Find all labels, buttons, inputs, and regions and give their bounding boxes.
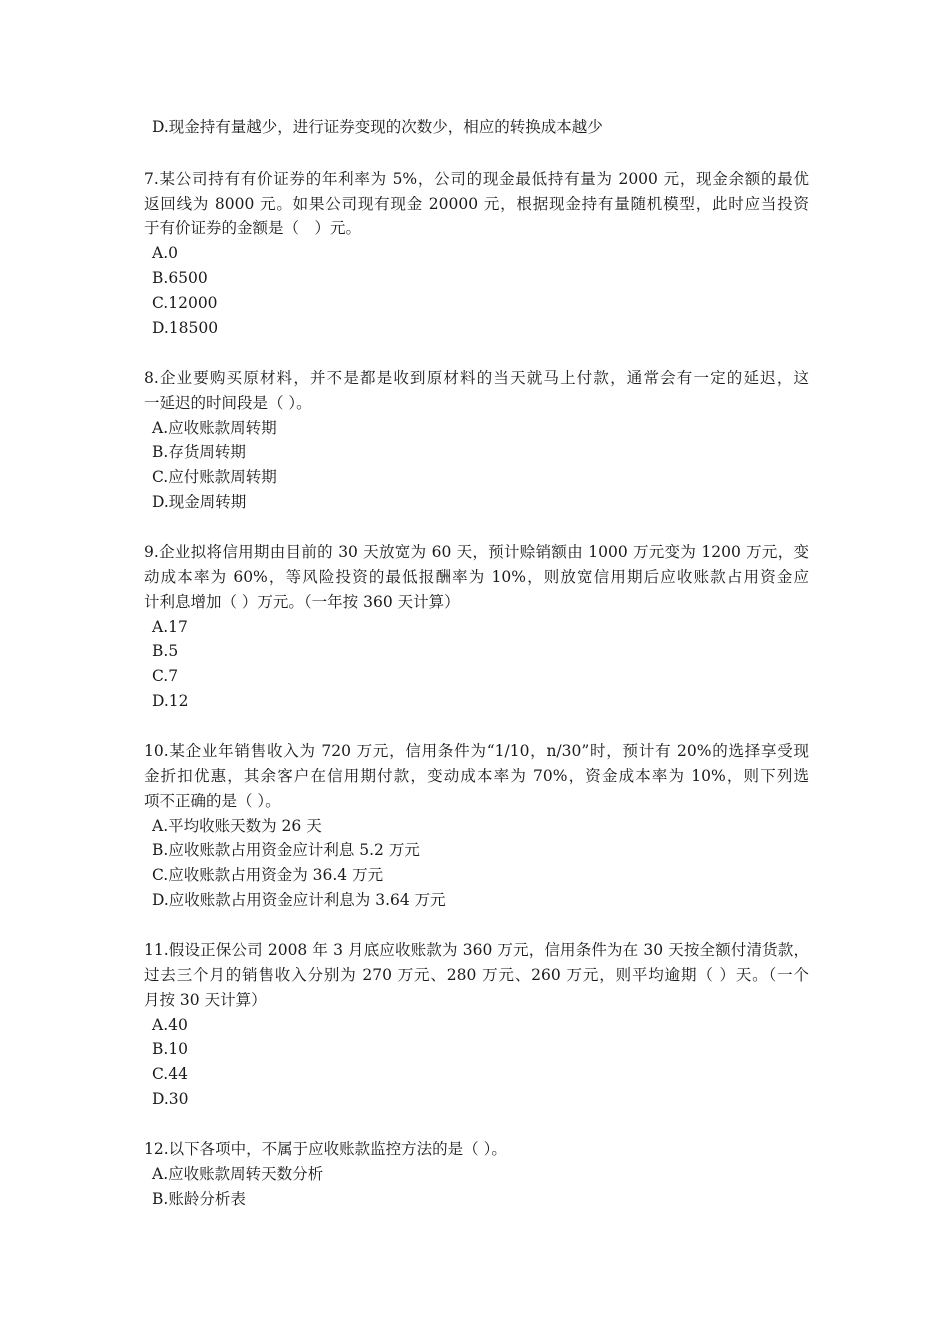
q11-option-d: D.30 bbox=[152, 1090, 189, 1108]
q10-option-c: C.应收账款占用资金为 36.4 万元 bbox=[152, 866, 384, 884]
q9-stem-line-2: 动成本率为 60%，等风险投资的最低报酬率为 10%，则放宽信用期后应收账款占用资金应 bbox=[144, 568, 809, 586]
q10-stem-line-2: 金折扣优惠，其余客户在信用期付款，变动成本率为 70%，资金成本率为 10%，则下列选 bbox=[144, 767, 809, 785]
q7-stem-line-2: 返回线为 8000 元。如果公司现有现金 20000 元，根据现金持有量随机模型，此时应当投资 bbox=[144, 195, 809, 213]
q11-option-a: A.40 bbox=[152, 1016, 188, 1034]
q11-option-c: C.44 bbox=[152, 1065, 188, 1083]
q8-option-a: A.应收账款周转期 bbox=[152, 419, 277, 437]
q7-stem-line-3: 于有价证券的金额是（ ）元。 bbox=[144, 219, 362, 237]
q10-option-a: A.平均收账天数为 26 天 bbox=[152, 817, 322, 835]
q12-stem-line-1: 12.以下各项中，不属于应收账款监控方法的是（ ）。 bbox=[144, 1140, 507, 1158]
q7-option-c: C.12000 bbox=[152, 294, 218, 312]
q11-stem-line-1: 11.假设正保公司 2008 年 3 月底应收账款为 360 万元，信用条件为在 30 天按全额付清货款， bbox=[144, 941, 809, 959]
q10-stem-line-1: 10.某企业年销售收入为 720 万元，信用条件为“1/10，n/30”时，预计有 20%的选择享受现 bbox=[144, 742, 809, 760]
q7-stem-line-1: 7.某公司持有有价证券的年利率为 5%，公司的现金最低持有量为 2000 元，现金余额的最优 bbox=[144, 170, 809, 188]
q10-option-d: D.应收账款占用资金应计利息为 3.64 万元 bbox=[152, 891, 446, 909]
q9-option-c: C.7 bbox=[152, 667, 179, 685]
q8-stem-line-1: 8.企业要购买原材料，并不是都是收到原材料的当天就马上付款，通常会有一定的延迟，这 bbox=[144, 369, 809, 387]
q12-option-b: B.账龄分析表 bbox=[152, 1190, 246, 1208]
q11-option-b: B.10 bbox=[152, 1040, 189, 1058]
q7-option-b: B.6500 bbox=[152, 269, 208, 287]
q9-stem-line-1: 9.企业拟将信用期由目前的 30 天放宽为 60 天，预计赊销额由 1000 万元变为 1200 万元，变 bbox=[144, 543, 809, 561]
q9-option-b: B.5 bbox=[152, 642, 179, 660]
q8-option-d: D.现金周转期 bbox=[152, 493, 247, 511]
q9-option-d: D.12 bbox=[152, 692, 189, 710]
q6-option-d: D.现金持有量越少，进行证券变现的次数少，相应的转换成本越少 bbox=[152, 118, 603, 136]
q8-stem-line-2: 一延迟的时间段是（ ）。 bbox=[144, 394, 312, 412]
q12-option-a: A.应收账款周转天数分析 bbox=[152, 1165, 324, 1183]
q8-option-c: C.应付账款周转期 bbox=[152, 468, 277, 486]
q11-stem-line-3: 月按 30 天计算） bbox=[144, 991, 267, 1009]
q10-stem-line-3: 项不正确的是（ ）。 bbox=[144, 792, 281, 810]
q9-option-a: A.17 bbox=[152, 618, 188, 636]
q7-option-d: D.18500 bbox=[152, 319, 219, 337]
q8-option-b: B.存货周转期 bbox=[152, 443, 246, 461]
q10-option-b: B.应收账款占用资金应计利息 5.2 万元 bbox=[152, 841, 420, 859]
q9-stem-line-3: 计利息增加（ ）万元。（一年按 360 天计算） bbox=[144, 593, 460, 611]
q11-stem-line-2: 过去三个月的销售收入分别为 270 万元、280 万元、260 万元，则平均逾期（ ）天。（一个 bbox=[144, 966, 809, 984]
q7-option-a: A.0 bbox=[152, 244, 178, 262]
